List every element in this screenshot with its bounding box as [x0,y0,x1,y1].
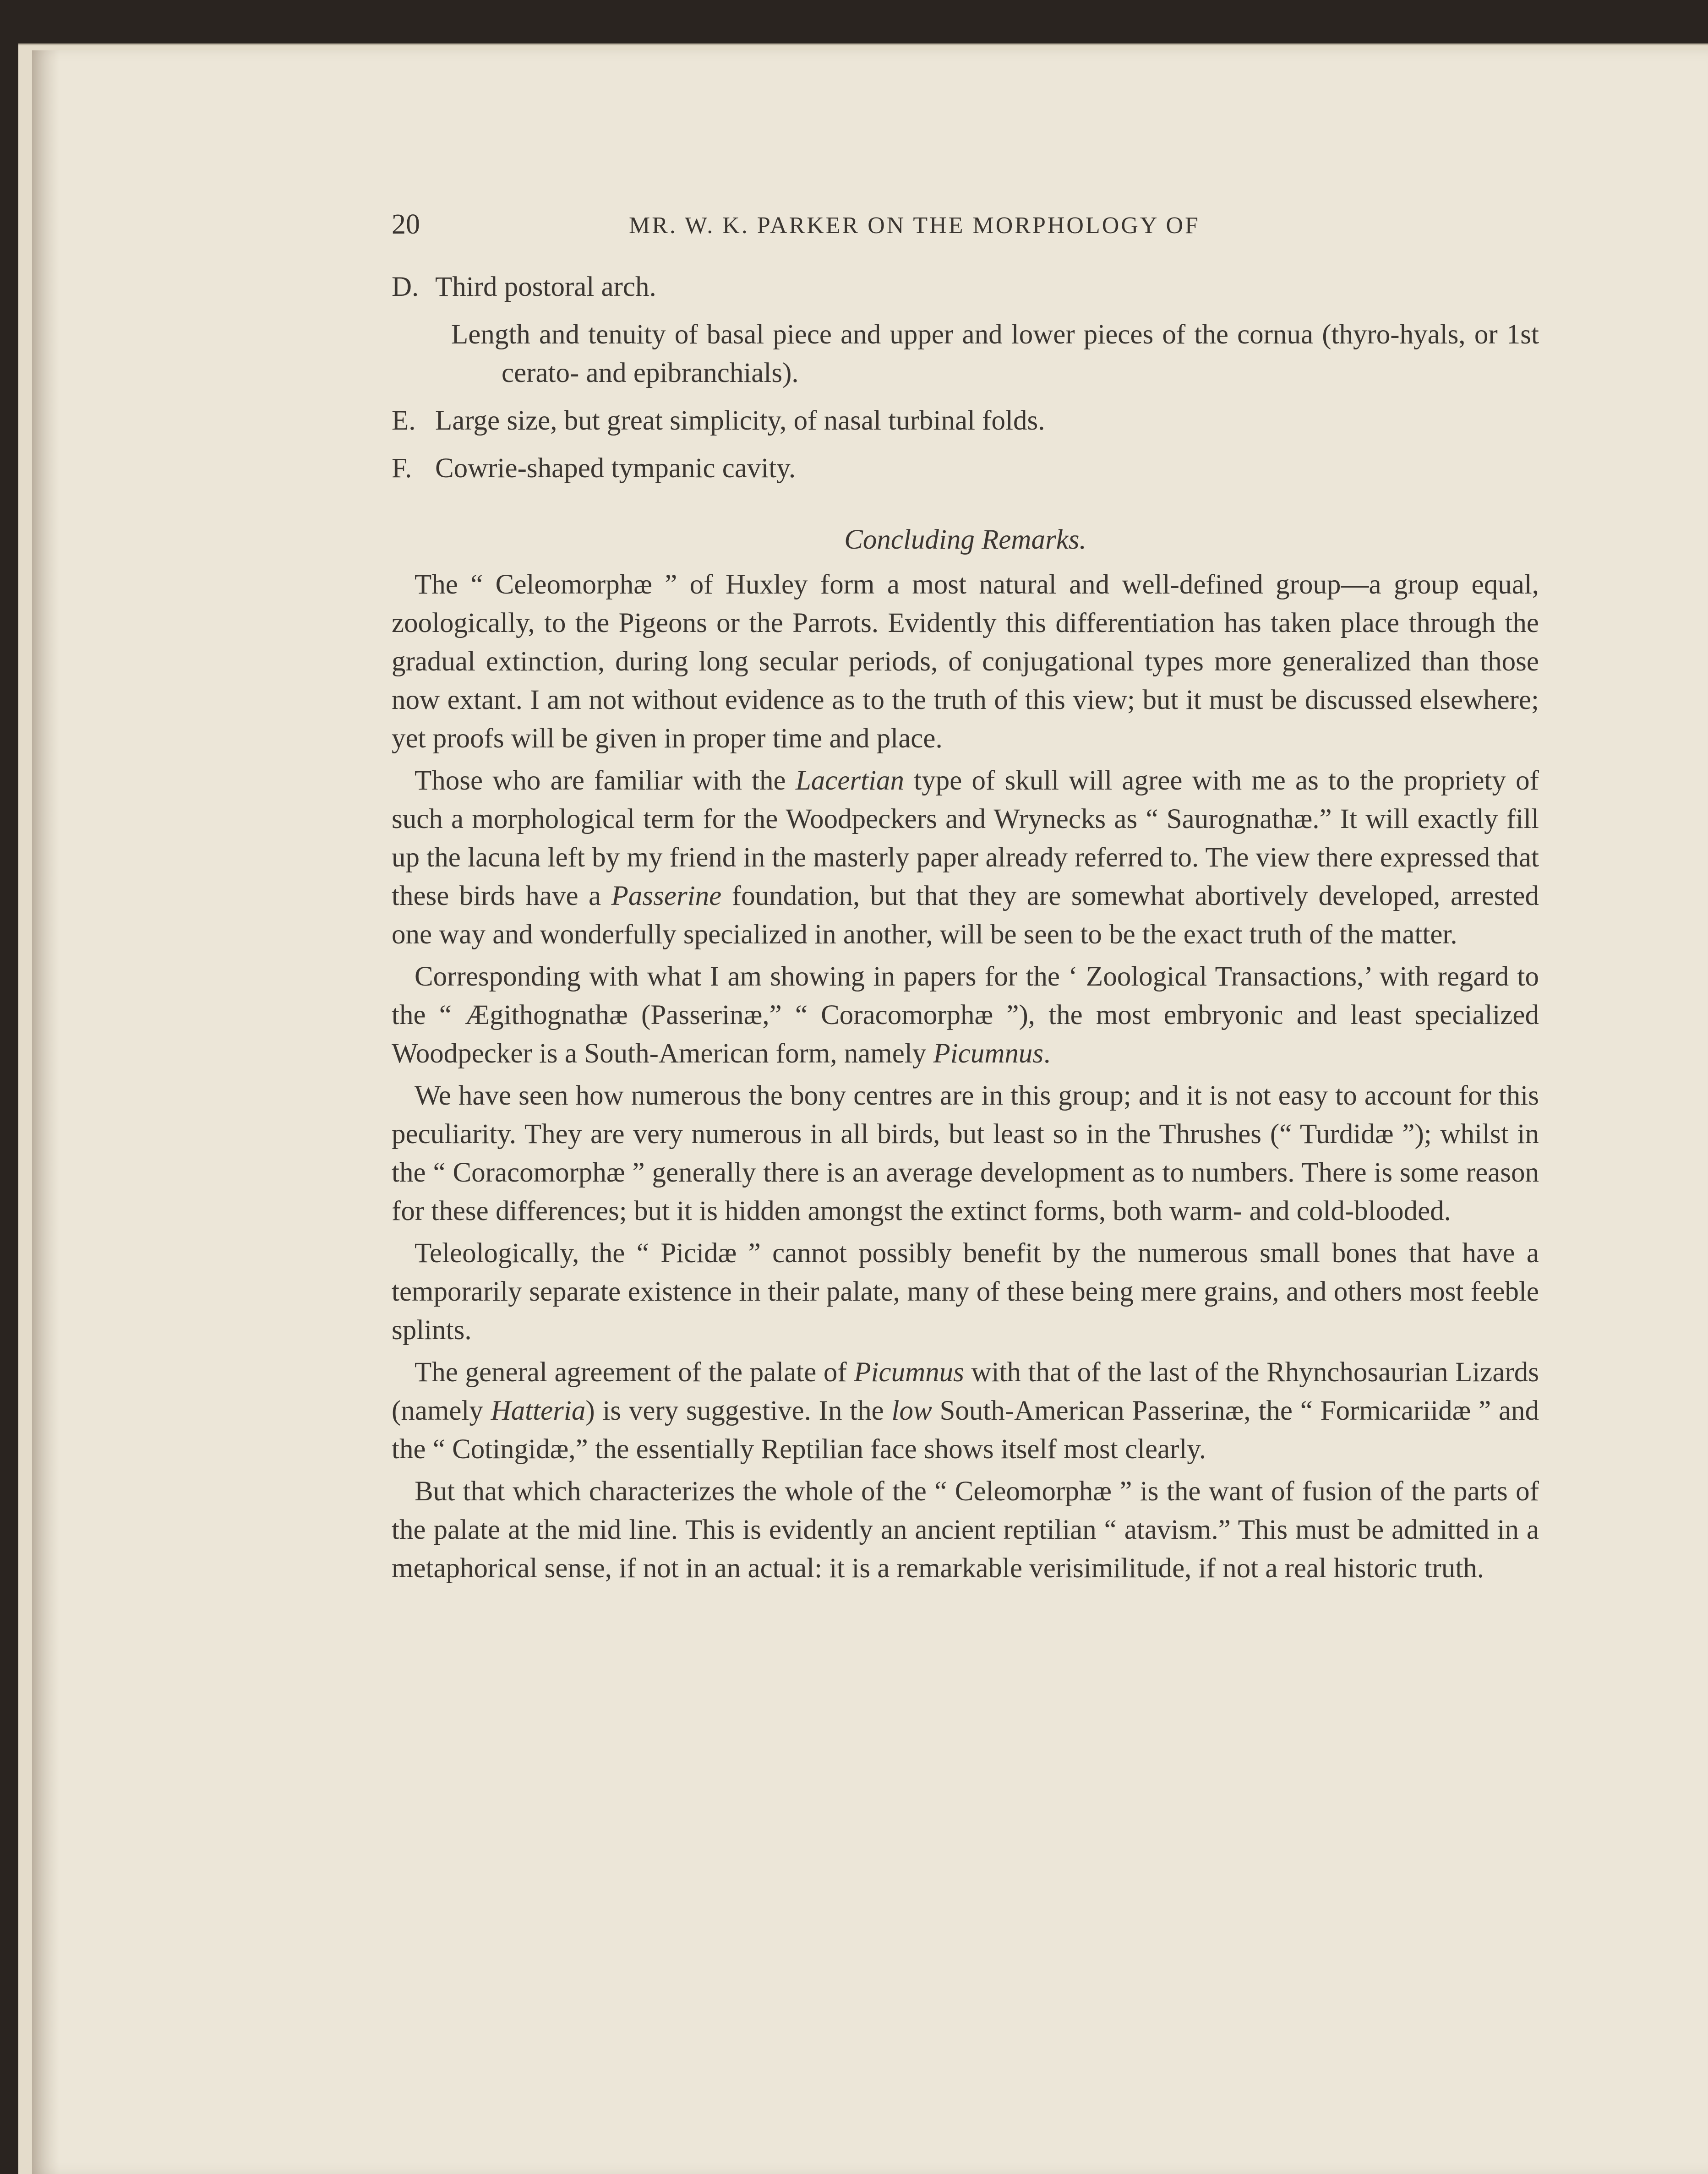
list-text: Third postoral arch. [435,272,656,302]
italic-term: Hatteria [491,1395,586,1426]
paragraph: The “ Celeomorphæ ” of Huxley form a most natural and well-defined group—a group equal, zoologically, to the Pigeons or the Parrots. Evidently this differentiation has taken place through the gradual extinction, during long secular periods, of conjugational types more generalized than those now extant. I am not without evidence as to the truth of this view; but it must be discussed elsewhere; yet proofs will be given in proper time and place. [392,569,1539,754]
list-item-d-detail: Length and tenuity of basal piece and upper and lower pieces of the cornua (thyro-hyals, or 1st cerato- and epibranchials). [451,319,1539,388]
text-run: type of skull will agree with me as to the propriety of such a morphological term for the Woodpeckers and Wrynecks as “ Saurognathæ.” It will exactly fill up the lacuna left by my friend in the masterly paper already referred to. The view there expressed that these birds have a [392,765,1539,911]
italic-term: Passerine [611,881,722,911]
text-run: Those who are familiar with the [415,765,796,796]
text-run: . [1043,1038,1051,1069]
page-header [392,208,1537,250]
text-run: foundation, but that they are somewhat abortively developed, arrested one way and wonderfully specialized in another, will be seen to be the exact truth of the matter. [392,881,1539,950]
page-body [392,268,1539,1591]
page-number: 20 [392,209,420,240]
italic-term: Lacertian [795,765,905,796]
text-run: Corresponding with what I am showing in papers for the ‘ Zoological Transactions,’ with regard to the “ Ægithognathæ (Passerinæ,” “ Coracomorphæ ”), the most embryonic and least specialized Woodpecker is a South-American form, namely [392,961,1539,1069]
list-text: Cowrie-shaped tympanic cavity. [435,453,796,484]
text-run: South-American Passerinæ, the “ Formicariidæ ” and the “ Cotingidæ,” the essentially Reptilian face shows itself most clearly. [392,1395,1539,1465]
running-head: MR. W. K. PARKER ON THE MORPHOLOGY OF [629,212,1200,239]
paragraph: But that which characterizes the whole of the “ Celeomorphæ ” is the want of fusion of the parts of the palate at the mid line. This is evidently an ancient reptilian “ atavism.” This must be admitted in a metaphorical sense, if not in an actual: it is a remarkable verisimilitude, if not a real historic truth. [392,1476,1539,1584]
list-text: Large size, but great simplicity, of nasal turbinal folds. [435,405,1045,436]
list-item-e [392,402,1539,440]
italic-term: Picumnus [933,1038,1044,1069]
list-marker: E. [392,405,416,436]
list-item-f [392,449,1539,488]
paragraph: Teleologically, the “ Picidæ ” cannot possibly benefit by the numerous small bones that have a temporarily separate existence in their palate, many of these being mere grains, and others most feeble splints. [392,1238,1539,1346]
page-binding-shadow [32,50,60,2174]
text-run: ) is very suggestive. In the [585,1395,892,1426]
list-item-d [392,268,1539,306]
italic-term: low [891,1395,932,1426]
italic-term: Picumnus [854,1357,964,1388]
paragraph [392,762,1539,954]
section-heading: Concluding Remarks. [844,524,1086,555]
list-marker: D. [392,272,419,302]
text-run: The general agreement of the palate of [415,1357,854,1388]
list-marker: F. [392,453,412,484]
paragraph [392,958,1539,1073]
paragraph [392,1353,1539,1469]
paragraph: We have seen how numerous the bony centres are in this group; and it is not easy to account for this peculiarity. They are very numerous in all birds, but least so in the Thrushes (“ Turdidæ ”); whilst in the “ Coracomorphæ ” generally there is an average development as to numbers. There is some reason for these differences; but it is hidden amongst the extinct forms, both warm- and cold-blooded. [392,1080,1539,1226]
text-run: with that of the last of the Rhynchosaurian Lizards (namely [392,1357,1539,1426]
